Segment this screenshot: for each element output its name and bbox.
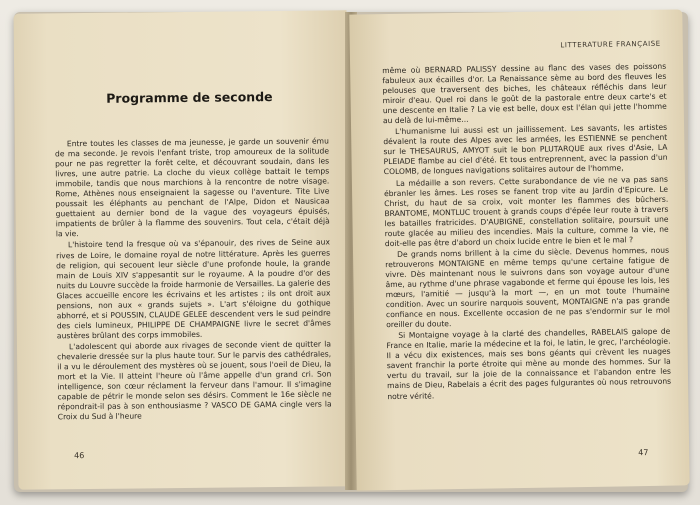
paragraph: L'humanisme lui aussi est un jaillissement. Les savants, les artistes dévalent la route des Alpes avec les armées, les ESTIENNE se penchent sur le THESAURUS, AMYOT suit le bon PLUTARQUE aux rives d'Asie, LA PLEIADE flambe au ciel d'été. Et tous entreprennent, avec la passion d'un COLOMB, de longues navigations solitaires autour de l'homme, [383, 122, 668, 177]
open-book [14, 12, 688, 492]
paragraph: La médaille a son revers. Cette surabondance de vie ne va pas sans ébranler les âmes. Les roses se fanent trop vite au Jardin d'Epicure. Le Christ, du haut de sa croix, voit monter les flammes des bûchers. BRANTOME, MONTLUC trouent à grands coups d'épée leur route à travers les batailles fratricides. D'AUBIGNE, constellation solitaire, poursuit une route glacée au milieu des incendies. Mais la culture, comme la vie, ne doit-elle pas être d'abord un choix lucide entre le bien et le mal ? [384, 174, 669, 248]
paragraph: De grands noms brillent à la cime du siècle. Devenus hommes, nous retrouverons MONTAIGNE en même temps qu'une certaine fatigue de vivre. Dès maintenant nous le suivrons dans son voyage autour d'une âme, au rythme d'une phrase vagabonde et ferme qui épouse les lois, les mœurs, l'amitié — jusqu'à la mort —, en un mot toute l'humaine condition. Avec un sourire narquois souvent, MONTAIGNE n'a pas grande confiance en nous. Excellente occasion de ne pas s'endormir sur le mol oreiller du doute. [385, 245, 671, 330]
running-head: LITTERATURE FRANÇAISE [560, 39, 661, 50]
right-page [349, 9, 689, 490]
right-page-text [382, 62, 671, 402]
left-page-text [55, 136, 332, 422]
paragraph: Si Montaigne voyage à la clarté des chandelles, RABELAIS galope de France en Italie, marie la médecine et la foi, le latin, le grec, l'archéologie. Il a vécu dix existences, mais ses bons géants qui crèvent les nuages savent franchir la porte étroite qui mène au monde des hommes. Sur la vertu du travail, sur la joie de la connaissance et l'abandon entre les mains de Dieu, Rabelais a écrit des pages fulgurantes où nous retrouvons notre vérité. [386, 326, 672, 401]
paragraph: même où BERNARD PALISSY dessine au flanc des vases des poissons fabuleux aux écailles d'or. La Renaissance sème au bord des fleuves les pelouses que traversent des biches, les châteaux réfléchis dans leur miroir d'eau. Quel roi dans le goût de la pastorale entre deux carte's et une descente en Italie ? La vie est belle, doux est l'élan qui jette l'homme au delà de lui-même... [382, 61, 667, 126]
left-page [14, 10, 352, 489]
page-title: Programme de seconde [106, 89, 273, 106]
paragraph: Entre toutes les classes de ma jeunesse, je garde un souvenir ému de ma seconde. Je revois l'enfant triste, trop amoureux de la solitude pour ne pas regretter la forêt celte, et découvrant soudain, dans les livres, une autre patrie. La cloche du vieux collège battait le temps immobile, tandis que nous marchions à la rencontre de notre visage. Rome, Athènes nous enseignaient la sagesse ou l'aventure. Tite Live poussait les éléphants au penchant de l'Alpe, Didon et Nausicaa guettaient au dernier bond de la vague des voyageurs épuisés, impatients de brûler à la flamme des souvenirs. Tout cela, c'était déjà la vie. [54, 136, 330, 239]
paragraph: L'adolescent qui aborde aux rivages de seconde vient de quitter la chevalerie dressée sur la plus haute tour. Sur le parvis des cathédrales, il a vu le déroulement des mystères où se jouent, sous l'oeil de Dieu, la mort et la Vie. Il atteint l'heure où l'âme appelle d'un grand cri. Son intelligence, son cœur réclament la ferveur dans l'amour. Il s'imagine capable de pétrir le monde selon ses désirs. Comment le 16e siècle ne répondrait-il pas à son enthousiasme ? VASCO DE GAMA cingle vers la Croix du Sud à l'heure [57, 339, 332, 422]
page-number: 47 [638, 448, 649, 458]
page-number: 46 [74, 451, 85, 461]
paragraph: L'histoire tend la fresque où va s'épanouir, des rives de Seine aux rives de Loire, le domaine royal de notre littérature. Après les guerres de religion, qui secouent leur siècle d'une profonde houle, la grande main de Louis XIV s'appesantit sur le royaume. A la poudre d'or des nuits du Louvre succède la froide harmonie de Versailles. La galerie des Glaces accueille encore les écrivains et les artistes ; ils ont droit aux pensions, non aux « grands sujets ». L'art s'éloigne du gothique abhorré, et si POUSSIN, CLAUDE GELEE descendent vers le sud peindre des ciels lumineux, PHILIPPE DE CHAMPAIGNE livre le secret d'âmes austères brûlant des corps immobiles. [56, 237, 331, 341]
